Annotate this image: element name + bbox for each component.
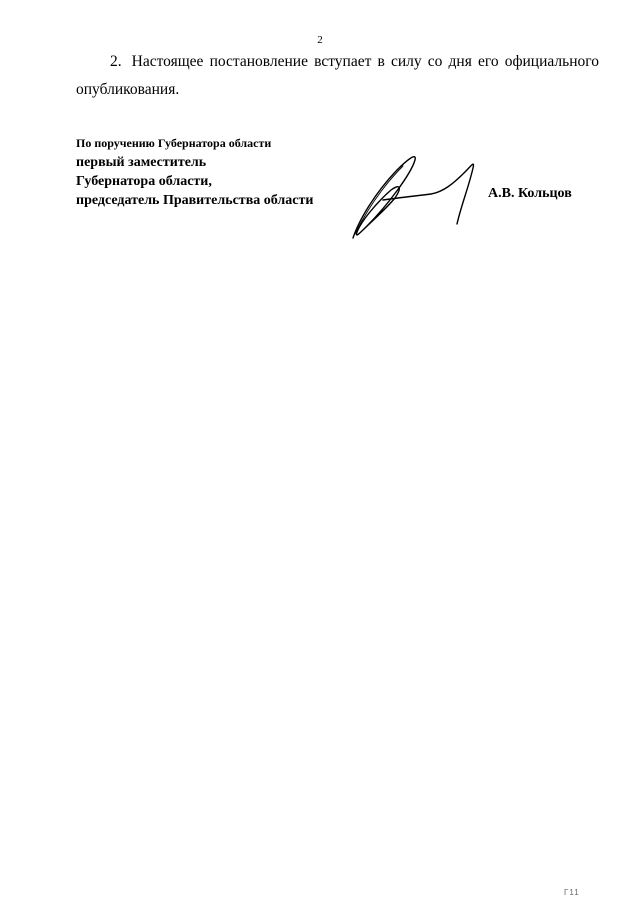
handwritten-signature	[345, 148, 485, 243]
item-text-continued: опубликования.	[76, 81, 180, 98]
signer-title-line-1: первый заместитель	[76, 155, 207, 170]
signer-title	[76, 153, 313, 210]
signer-title-line-2: Губернатора области,	[76, 174, 212, 189]
signer-name: А.В. Кольцов	[488, 186, 572, 201]
item-number: 2.	[110, 53, 122, 70]
signer-title-line-3: председатель Правительства области	[76, 193, 314, 208]
page-number: 2	[317, 34, 323, 46]
signature-note: По поручению Губернатора области	[76, 136, 272, 150]
item-text: Настоящее постановление вступает в силу со дня его официального	[131, 53, 599, 70]
footer-code: Г11	[564, 888, 580, 897]
